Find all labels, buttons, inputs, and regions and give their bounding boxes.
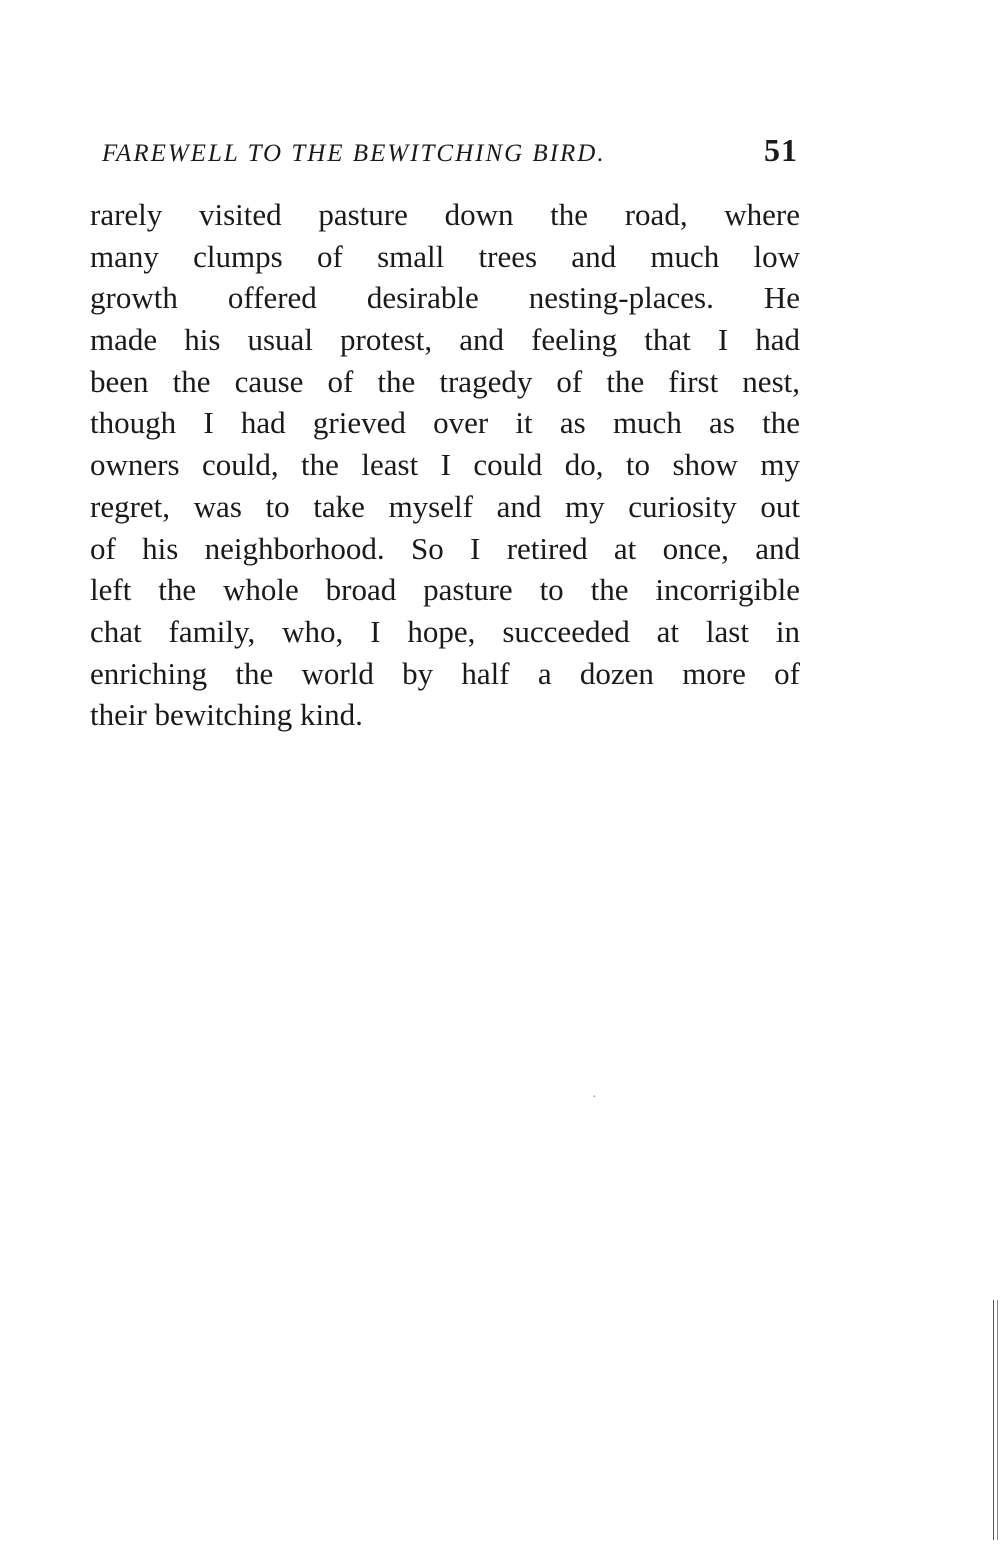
text-line: chat family, who, I hope, succeeded at last in: [90, 613, 800, 649]
text-line: growth offered desirable nesting-places. He: [90, 280, 800, 316]
page-edge-line: [993, 1300, 994, 1540]
body-paragraph: [90, 194, 800, 736]
text-line: of his neighborhood. So I retired at once, and: [90, 530, 800, 566]
text-line: regret, was to take myself and my curiosity out: [90, 488, 800, 524]
text-line: made his usual protest, and feeling that I had: [90, 322, 800, 358]
text-line: left the whole broad pasture to the incorrigible: [90, 572, 800, 608]
scan-speck: ·: [592, 1090, 597, 1105]
text-line: though I had grieved over it as much as the: [90, 405, 800, 441]
text-line: enriching the world by half a dozen more of: [90, 655, 800, 691]
running-title: FAREWELL TO THE BEWITCHING BIRD.: [102, 140, 606, 167]
text-line: been the cause of the tragedy of the first nest,: [90, 363, 800, 399]
text-line: many clumps of small trees and much low: [90, 238, 800, 274]
text-line: owners could, the least I could do, to show my: [90, 447, 800, 483]
page-edge-line: [997, 1300, 998, 1540]
running-head: [90, 130, 800, 174]
text-line: their bewitching kind.: [90, 697, 363, 733]
text-line: rarely visited pasture down the road, where: [90, 197, 800, 232]
page-number: 51: [764, 132, 798, 168]
